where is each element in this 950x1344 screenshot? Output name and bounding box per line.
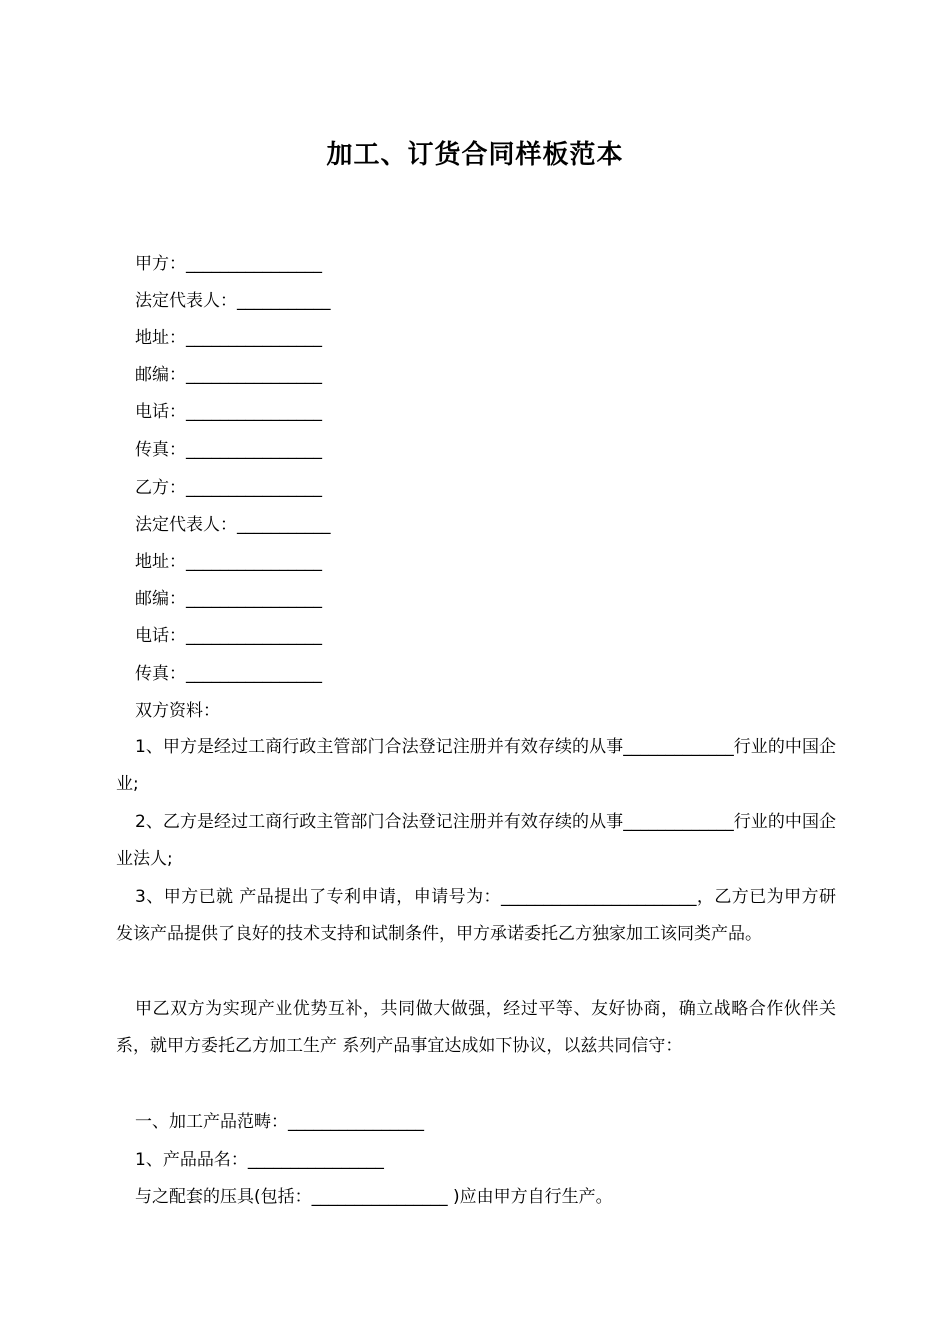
- preamble: 甲乙双方为实现产业优势互补，共同做大做强，经过平等、友好协商，确立战略合作伙伴关系，就甲方委托乙方加工生产 系列产品事宜达成如下协议，以兹共同信守：: [116, 999, 836, 1057]
- clause-3: 3、甲方已就 产品提出了专利申请，申请号为：_______________________，乙方已为甲方研发该产品提供了良好的技术支持和试制条件，甲方承诺委托乙方独家加工该同类产品。: [116, 887, 836, 945]
- party-b-postcode-field: 邮编：________________: [135, 589, 322, 609]
- party-a-fax-field: 传真：________________: [135, 440, 322, 460]
- party-b-phone-field: 电话：________________: [135, 626, 322, 646]
- party-b-address-field: 地址：________________: [135, 552, 322, 572]
- party-a-phone-field: 电话：________________: [135, 402, 322, 422]
- item-1-product-name: 1、产品品名：________________: [135, 1150, 384, 1170]
- party-a-address-field: 地址：________________: [135, 328, 322, 348]
- document-title: 加工、订货合同样板范本: [326, 140, 624, 170]
- party-a-name-field: 甲方：________________: [135, 254, 322, 274]
- party-a-representative-field: 法定代表人：___________: [135, 291, 331, 311]
- section-1-heading: 一、加工产品范畴：________________: [135, 1112, 424, 1132]
- party-b-representative-field: 法定代表人：___________: [135, 515, 331, 535]
- clause-1: 1、甲方是经过工商行政主管部门合法登记注册并有效存续的从事_____________行业的中国企业;: [116, 737, 836, 795]
- both-info-heading: 双方资料：: [135, 701, 220, 721]
- party-a-postcode-field: 邮编：________________: [135, 365, 322, 385]
- clause-2: 2、乙方是经过工商行政主管部门合法登记注册并有效存续的从事_____________行业的中国企业法人;: [116, 812, 836, 870]
- item-press-tools: 与之配套的压具(包括：________________ )应由甲方自行生产。: [135, 1187, 613, 1207]
- party-b-name-field: 乙方：________________: [135, 478, 322, 498]
- party-b-fax-field: 传真：________________: [135, 664, 322, 684]
